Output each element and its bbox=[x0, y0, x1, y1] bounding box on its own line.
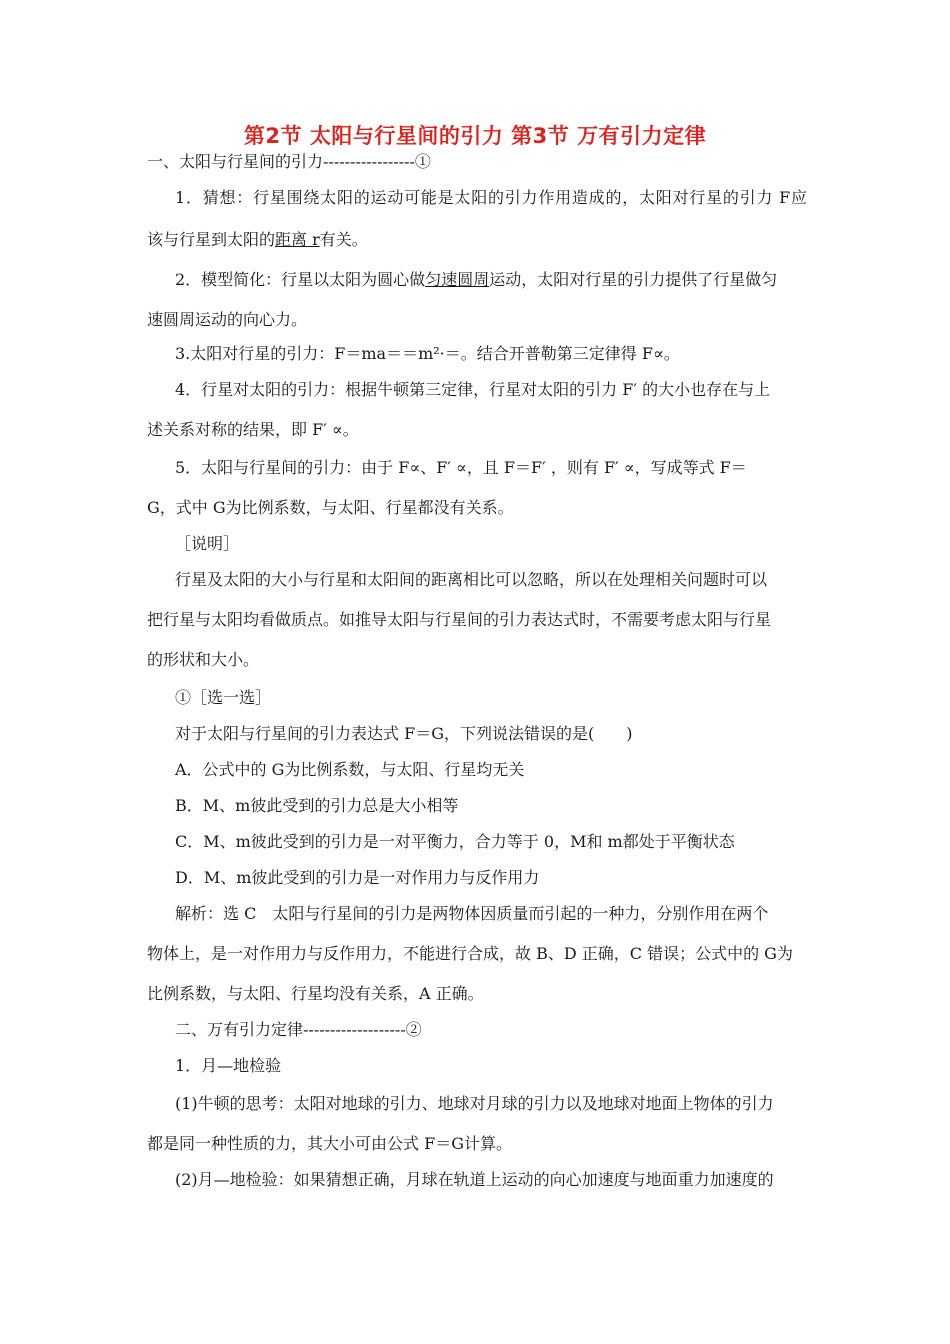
p2-line1-pre: 2．模型简化：行星以太阳为圆心做 bbox=[175, 270, 426, 289]
p1-distance-underlined: 距离 r bbox=[275, 230, 320, 249]
document-title: 第2节 太阳与行星间的引力 第3节 万有引力定律 bbox=[243, 124, 707, 148]
s2-p1-line2: 都是同一种性质的力，其大小可由公式 F＝G计算。 bbox=[147, 1134, 512, 1153]
note-line1: 行星及太阳的大小与行星和太阳间的距离相比可以忽略，所以在处理相关问题时可以 bbox=[175, 570, 768, 589]
answer-line3: 比例系数，与太阳、行星均没有关系，A 正确。 bbox=[147, 984, 484, 1003]
p4-line1: 4．行星对太阳的引力：根据牛顿第三定律，行星对太阳的引力 F′ 的大小也存在与上 bbox=[175, 380, 771, 399]
s2-p2-line1: (2)月—地检验：如果猜想正确，月球在轨道上运动的向心加速度与地面重力加速度的 bbox=[175, 1170, 774, 1189]
s2-p1-line1: (1)牛顿的思考：太阳对地球的引力、地球对月球的引力以及地球对地面上物体的引力 bbox=[175, 1094, 774, 1113]
p3: 3.太阳对行星的引力：F＝ma＝＝m²·＝。结合开普勒第三定律得 F∝。 bbox=[175, 344, 680, 363]
quiz-option-d: D．M、m彼此受到的引力是一对作用力与反作用力 bbox=[175, 868, 540, 887]
quiz-option-b: B．M、m彼此受到的引力总是大小相等 bbox=[175, 796, 459, 815]
quiz-question: 对于太阳与行星间的引力表达式 F＝G，下列说法错误的是( ) bbox=[175, 724, 633, 743]
section2-heading: 二、万有引力定律-------------------② bbox=[175, 1020, 422, 1039]
p2-uniform-circular-underlined: 匀速圆周 bbox=[425, 270, 490, 289]
answer-line2: 物体上，是一对作用力与反作用力，不能进行合成，故 B、D 正确，C 错误；公式中的 G为 bbox=[147, 944, 793, 963]
answer-line1: 解析：选 C 太阳与行星间的引力是两物体因质量而引起的一种力，分别作用在两个 bbox=[175, 904, 769, 923]
note-line2: 把行星与太阳均看做质点。如推导太阳与行星间的引力表达式时，不需要考虑太阳与行星 bbox=[147, 610, 772, 629]
note-line3: 的形状和大小。 bbox=[147, 650, 260, 669]
p5-line2: G，式中 G为比例系数，与太阳、行星都没有关系。 bbox=[147, 498, 514, 517]
quiz-label: ①［选一选］ bbox=[175, 688, 272, 707]
p1-line2-post: 有关。 bbox=[319, 230, 368, 249]
p2-line1-post: 运动，太阳对行星的引力提供了行星做匀 bbox=[489, 270, 778, 289]
p1-line1: 1．猜想：行星围绕太阳的运动可能是太阳的引力作用造成的，太阳对行星的引力 F应 bbox=[175, 188, 807, 207]
note-label: ［说明］ bbox=[175, 534, 240, 553]
p2-line1 bbox=[175, 270, 777, 290]
p4-line2: 述关系对称的结果，即 F′ ∝。 bbox=[147, 420, 359, 439]
p1-line2 bbox=[147, 230, 368, 250]
section2-sub1: 1．月—地检验 bbox=[175, 1056, 282, 1075]
p5-line1: 5．太阳与行星间的引力：由于 F∝、F′ ∝，且 F＝F′ ，则有 F′ ∝，写成等式 F＝ bbox=[175, 458, 747, 477]
p2-line2: 速圆周运动的向心力。 bbox=[147, 310, 308, 329]
p1-line2-pre: 该与行星到太阳的 bbox=[147, 230, 276, 249]
quiz-option-c: C．M、m彼此受到的引力是一对平衡力，合力等于 0，M和 m都处于平衡状态 bbox=[175, 832, 735, 851]
section1-heading: 一、太阳与行星间的引力-----------------① bbox=[147, 152, 431, 171]
quiz-option-a: A．公式中的 G为比例系数，与太阳、行星均无关 bbox=[175, 760, 525, 779]
